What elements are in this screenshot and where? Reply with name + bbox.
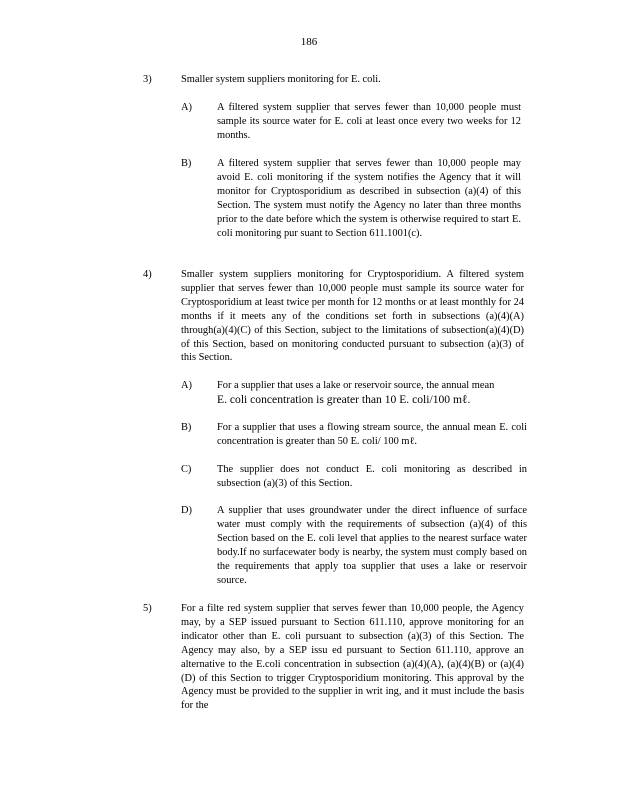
page-number: 186	[300, 36, 318, 48]
subsection-letter: D)	[181, 505, 192, 516]
subsection-text-line-2: E. coli concentration is greater than 10 E. coli/100 mℓ.	[217, 392, 471, 406]
item-text: Smaller system suppliers monitoring for Cryptosporidium. A filtered system supplier that serves fewer than 10,000 people must sample its source water for Cryptosporidium at least twice per month for 12 months or at least monthly for 24 months if it meets any of the conditions set forth in subsections (a)(4)(A) through(a)(4)(C) of this Section, subject to the limitations of subsection(a)(4)(D) of this Section, based on monitoring conducted pursuant to subsection (a)(3) of this Section.	[181, 269, 524, 364]
item-number: 5)	[143, 603, 152, 614]
item-text: For a filte red system supplier that serves fewer than 10,000 people, the Agency may, by a SEP issued pursuant to Section 611.110, approve monitoring for an indicator other than E. coli pursuant to subsection (a)(3) of this Section. The Agency may also, by a SEP issu ed pursuant to Section 611.110, approve an alternative to the E.coli concentration in subsection (a)(4)(A), (a)(4)(B) or (a)(4)(D) of this Section to trigger Cryptosporidium monitoring. This approval by the Agency must be provided to the supplier in writ ing, and it must include the basis for the	[181, 603, 524, 712]
subsection-letter: C)	[181, 464, 192, 475]
subsection-letter: A)	[181, 380, 192, 391]
subsection-text: The supplier does not conduct E. coli monitoring as described in subsection (a)(3) of this Section.	[217, 464, 527, 489]
item-text: Smaller system suppliers monitoring for E. coli.	[181, 74, 381, 85]
subsection-text: A supplier that uses groundwater under the direct influence of surface water must comply with the requirements of subsection (a)(4) of this Section based on the E. coli level that applies to the nearest surface water body.If no surfacewater body is nearby, the system must comply based on the requirements that apply toa supplier that uses a lake or reservoir source.	[217, 505, 527, 586]
item-number: 3)	[143, 74, 152, 85]
subsection-text	[217, 379, 527, 407]
item-number: 4)	[143, 269, 152, 280]
subsection-letter: A)	[181, 102, 192, 113]
subsection-text: A filtered system supplier that serves fewer than 10,000 people may avoid E. coli monitoring if the system notifies the Agency that it will monitor for Cryptosporidium as described in subsection (a)(4) of this Section. The system must notify the Agency no later than three months prior to the date before which the system is otherwise required to start E. coli monitoring pur suant to Section 611.1001(c).	[217, 158, 521, 239]
subsection-text: A filtered system supplier that serves fewer than 10,000 people must sample its source water for E. coli at least once every two weeks for 12 months.	[217, 102, 521, 141]
subsection-text-line-1: For a supplier that uses a lake or reservoir source, the annual mean	[217, 380, 495, 391]
subsection-letter: B)	[181, 158, 192, 169]
subsection-letter: B)	[181, 422, 192, 433]
subsection-text: For a supplier that uses a flowing stream source, the annual mean E. coli concentration is greater than 50 E. coli/ 100 mℓ.	[217, 422, 527, 447]
